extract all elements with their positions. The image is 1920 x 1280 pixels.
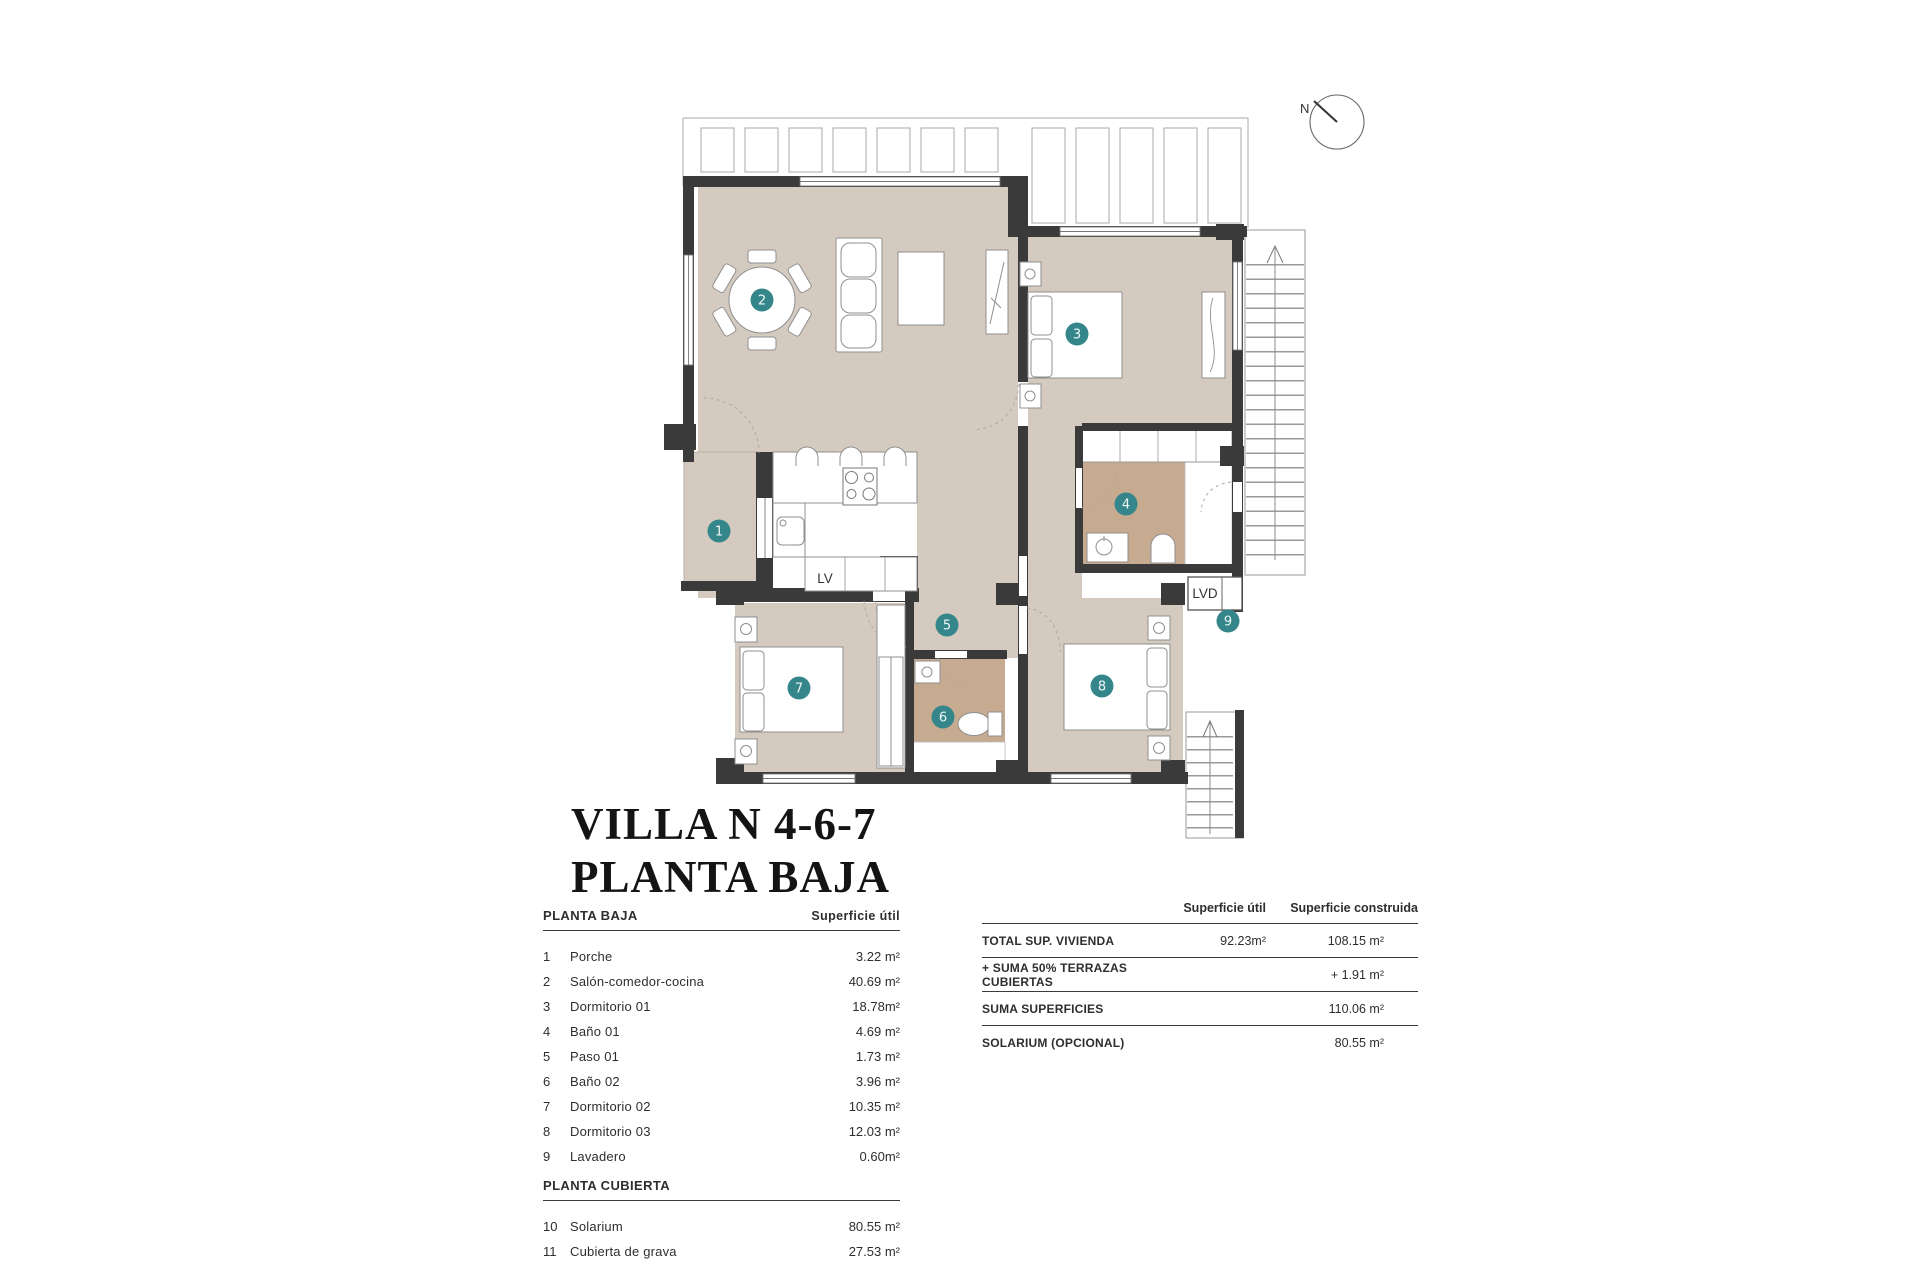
room-number: 1 bbox=[543, 949, 551, 964]
table-row bbox=[543, 994, 900, 1019]
room-area: 1.73 m² bbox=[855, 1049, 900, 1064]
summary-table bbox=[982, 901, 1418, 1059]
svg-text:9: 9 bbox=[1223, 614, 1233, 630]
wardrobe-dormitorio-01 bbox=[1202, 292, 1225, 378]
room-name: Salón-comedor-cocina bbox=[570, 974, 705, 989]
compass-n-label: N bbox=[1300, 101, 1310, 116]
sheet-title bbox=[571, 798, 890, 904]
summary-label: + SUMA 50% TERRAZAS CUBIERTAS bbox=[982, 960, 1128, 989]
summary-value-construida-text: 80.55 m² bbox=[1334, 1035, 1384, 1050]
room-area: 27.53 m² bbox=[848, 1244, 900, 1259]
room-number: 7 bbox=[543, 1099, 551, 1114]
svg-text:6: 6 bbox=[938, 710, 948, 726]
table-row bbox=[543, 1214, 900, 1239]
stove bbox=[843, 468, 877, 505]
summary-value-construida-text: 108.15 m² bbox=[1327, 933, 1384, 948]
summary-row bbox=[982, 958, 1418, 992]
room-number: 11 bbox=[543, 1244, 557, 1259]
table-row bbox=[543, 1239, 900, 1264]
coffee-table bbox=[898, 252, 944, 325]
svg-text:1: 1 bbox=[714, 524, 724, 540]
areas-section-header bbox=[543, 1178, 900, 1201]
plan-label-lvd: LVD bbox=[1192, 586, 1218, 601]
room-bubble-4 bbox=[1115, 493, 1138, 516]
room-number: 6 bbox=[543, 1074, 551, 1089]
areas-section-rows bbox=[543, 931, 900, 1175]
summary-col-header-util: Superficie útil bbox=[1183, 901, 1266, 915]
room-bubble-6 bbox=[932, 706, 955, 729]
room-name: Dormitorio 01 bbox=[570, 999, 651, 1014]
table-row bbox=[543, 969, 900, 994]
wardrobe-dormitorio-02 bbox=[877, 605, 905, 768]
kitchen-sink bbox=[777, 517, 804, 545]
summary-row bbox=[982, 924, 1418, 958]
north-compass-icon bbox=[1300, 95, 1364, 149]
summary-value-construida-text: + 1.91 m² bbox=[1330, 967, 1384, 982]
summary-value-construida bbox=[1266, 1036, 1418, 1050]
summary-value-construida bbox=[1266, 968, 1418, 982]
room-name: Dormitorio 02 bbox=[570, 1099, 651, 1114]
svg-text:2: 2 bbox=[757, 293, 767, 309]
closet-band bbox=[1082, 430, 1232, 462]
room-bubble-1 bbox=[708, 520, 731, 543]
room-number: 4 bbox=[543, 1024, 551, 1039]
areas-section-title: PLANTA CUBIERTA bbox=[543, 1178, 671, 1193]
svg-text:7: 7 bbox=[794, 681, 804, 697]
svg-text:8: 8 bbox=[1097, 679, 1107, 695]
summary-label: SUMA SUPERFICIES bbox=[982, 1001, 1104, 1016]
room-area: 0.60m² bbox=[859, 1149, 900, 1164]
room-name: Lavadero bbox=[570, 1149, 626, 1164]
table-row bbox=[543, 1119, 900, 1144]
room-bubble-5 bbox=[936, 614, 959, 637]
areas-section-rows bbox=[543, 1201, 900, 1270]
summary-label: TOTAL SUP. VIVIENDA bbox=[982, 933, 1115, 948]
summary-value-construida bbox=[1266, 934, 1418, 948]
room-area: 4.69 m² bbox=[855, 1024, 900, 1039]
svg-text:3: 3 bbox=[1072, 327, 1082, 343]
sheet-title-line1: VILLA N 4-6-7 bbox=[571, 799, 877, 849]
room-area: 3.22 m² bbox=[855, 949, 900, 964]
room-bubble-8 bbox=[1091, 675, 1114, 698]
areas-value-header: Superficie útil bbox=[811, 909, 900, 923]
bar-stools bbox=[796, 447, 906, 466]
room-number: 9 bbox=[543, 1149, 551, 1164]
room-area: 10.35 m² bbox=[848, 1099, 900, 1114]
summary-value-construida bbox=[1266, 1002, 1418, 1016]
summary-header bbox=[982, 901, 1418, 924]
room-number: 2 bbox=[543, 974, 551, 989]
room-name: Baño 02 bbox=[570, 1074, 620, 1089]
room-area: 3.96 m² bbox=[855, 1074, 900, 1089]
room-number: 10 bbox=[543, 1219, 558, 1234]
room-name: Porche bbox=[570, 949, 613, 964]
summary-col-header-construida: Superficie construida bbox=[1290, 901, 1418, 915]
room-bubble-2 bbox=[751, 289, 774, 312]
room-name: Baño 01 bbox=[570, 1024, 620, 1039]
table-row bbox=[543, 944, 900, 969]
room-name: Dormitorio 03 bbox=[570, 1124, 651, 1139]
room-name: Paso 01 bbox=[570, 1049, 620, 1064]
summary-row bbox=[982, 1026, 1418, 1059]
room-bubble-7 bbox=[788, 677, 811, 700]
room-bubble-9 bbox=[1217, 610, 1240, 633]
room-number: 8 bbox=[543, 1124, 551, 1139]
areas-table bbox=[543, 908, 900, 1270]
room-name: Solarium bbox=[570, 1219, 623, 1234]
summary-row bbox=[982, 992, 1418, 1026]
sofa bbox=[836, 238, 882, 352]
room-name: Cubierta de grava bbox=[570, 1244, 677, 1259]
room-number: 3 bbox=[543, 999, 551, 1014]
exterior-stairs-right bbox=[1245, 230, 1305, 575]
room-number: 5 bbox=[543, 1049, 551, 1064]
room-area: 40.69 m² bbox=[848, 974, 900, 989]
areas-section-title: PLANTA BAJA bbox=[543, 908, 638, 923]
areas-section-header bbox=[543, 908, 900, 931]
sheet-title-line2: PLANTA BAJA bbox=[571, 852, 890, 903]
tv-unit bbox=[986, 250, 1008, 334]
table-row bbox=[543, 1144, 900, 1169]
room-area: 18.78m² bbox=[852, 999, 900, 1014]
table-row bbox=[543, 1069, 900, 1094]
svg-text:4: 4 bbox=[1121, 497, 1131, 513]
summary-value-construida-text: 110.06 m² bbox=[1328, 1001, 1384, 1016]
svg-text:5: 5 bbox=[942, 618, 952, 634]
summary-label: SOLARIUM (OPCIONAL) bbox=[982, 1035, 1125, 1050]
room-bubble-3 bbox=[1066, 323, 1089, 346]
exterior-stairs-bottom bbox=[1186, 710, 1244, 838]
table-row bbox=[543, 1094, 900, 1119]
room-area: 80.55 m² bbox=[848, 1219, 900, 1234]
table-row bbox=[543, 1044, 900, 1069]
table-row bbox=[543, 1019, 900, 1044]
room-area: 12.03 m² bbox=[848, 1124, 900, 1139]
bed-dormitorio-03 bbox=[1064, 644, 1170, 730]
summary-value-util: 92.23m² bbox=[1220, 933, 1266, 948]
plan-label-lv: LV bbox=[817, 571, 833, 586]
